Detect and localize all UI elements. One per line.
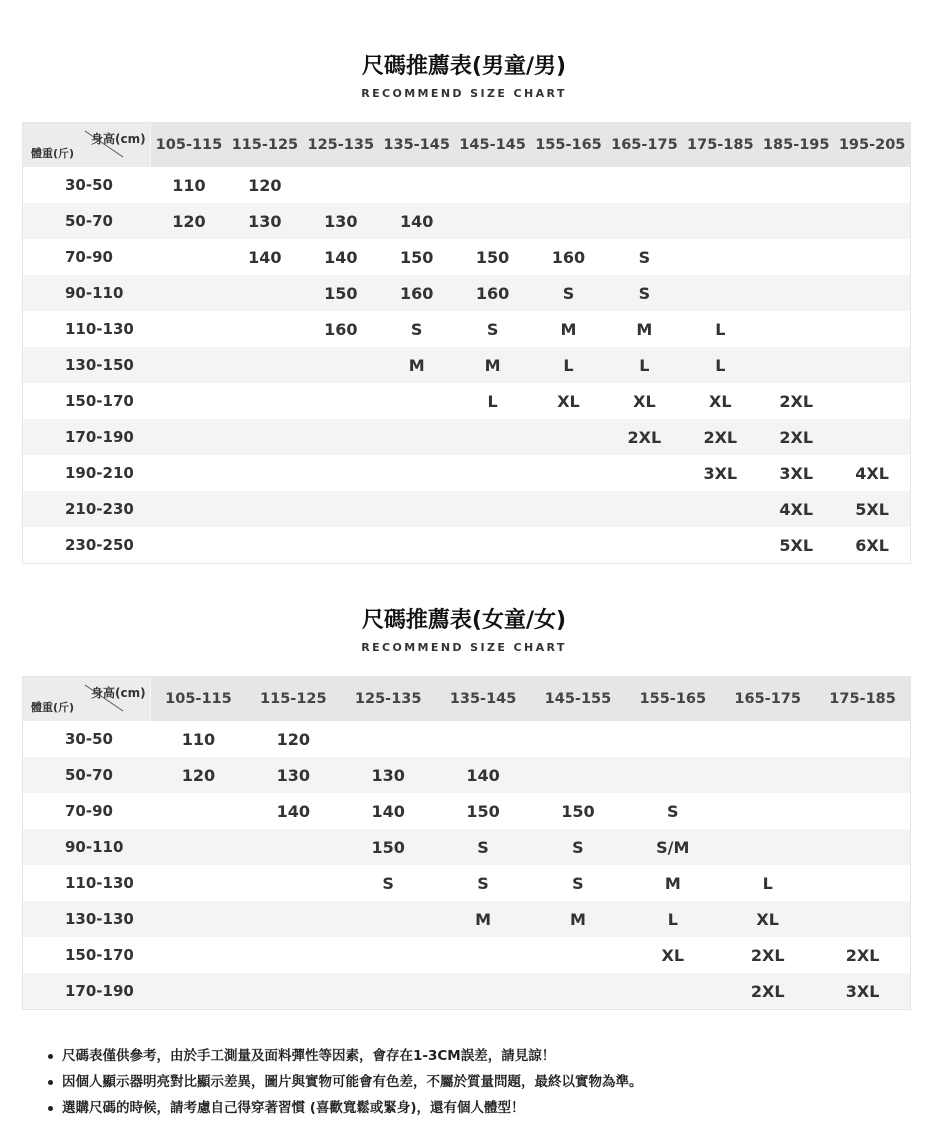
note-item: [48, 1095, 908, 1121]
size-cell: L: [563, 355, 574, 375]
size-cell: 3XL: [779, 463, 814, 483]
weight-cell: 170-190: [65, 982, 134, 1000]
size-cell: S: [410, 319, 423, 339]
weight-cell: 90-110: [65, 284, 124, 302]
female-size-chart: [0, 606, 928, 656]
size-cell: M: [560, 319, 577, 339]
height-header: 125-135: [354, 691, 422, 707]
weight-cell: 190-210: [65, 464, 134, 482]
size-cell: 140: [276, 801, 311, 821]
corner-cell: [23, 677, 151, 721]
size-cell: 3XL: [703, 463, 738, 483]
table-row: [23, 937, 910, 973]
weight-axis-label: 體重(斤): [31, 701, 75, 714]
height-header: 145-155: [544, 691, 612, 707]
size-cell: 150: [324, 283, 358, 303]
height-header: 175-185: [687, 137, 754, 153]
weight-cell: 50-70: [65, 766, 113, 784]
chart-title: 尺碼推薦表(男童/男): [361, 54, 567, 79]
weight-cell: 30-50: [65, 730, 113, 748]
table-row: [23, 527, 910, 563]
size-cell: S: [477, 873, 489, 893]
size-cell: 6XL: [855, 535, 889, 555]
size-cell: S: [382, 873, 394, 893]
height-header: 105-115: [155, 137, 223, 153]
size-cell: S: [477, 837, 489, 857]
weight-axis-label: 體重(斤): [31, 147, 75, 160]
size-cell: S: [486, 319, 499, 339]
weight-cell: 70-90: [65, 248, 113, 266]
size-cell: S/M: [656, 837, 690, 857]
size-cell: 150: [399, 247, 434, 267]
size-cell: 5XL: [855, 499, 889, 519]
height-header: 105-115: [165, 691, 232, 707]
size-cell: M: [664, 873, 681, 893]
size-cell: 110: [181, 729, 216, 749]
size-cell: 2XL: [703, 427, 738, 447]
height-header: 175-185: [829, 691, 896, 707]
weight-cell: 90-110: [65, 838, 124, 856]
size-cell: 140: [399, 211, 434, 231]
size-cell: 130: [324, 211, 358, 231]
size-cell: XL: [633, 391, 656, 411]
chart-subtitle: RECOMMEND SIZE CHART: [361, 87, 567, 100]
size-cell: S: [667, 801, 679, 821]
weight-cell: 210-230: [65, 500, 134, 518]
size-cell: S: [638, 247, 651, 267]
size-cell: XL: [661, 945, 685, 965]
size-cell: 160: [399, 283, 434, 303]
table-row: [23, 419, 910, 455]
bullet-icon: [48, 1106, 53, 1111]
table-row: [23, 347, 910, 383]
size-cell: L: [715, 319, 726, 339]
header-row: [23, 677, 910, 721]
male-size-chart: [0, 52, 928, 102]
note-text: 因個人顯示器明亮對比顯示差異，圖片與實物可能會有色差，不屬於質量問題，最終以實物為準。: [62, 1074, 643, 1090]
height-header: 135-145: [449, 691, 517, 707]
size-cell: 2XL: [627, 427, 662, 447]
size-cell: XL: [756, 909, 779, 929]
weight-cell: 50-70: [65, 212, 113, 230]
size-cell: 4XL: [779, 499, 814, 519]
size-cell: 150: [466, 801, 500, 821]
weight-cell: 230-250: [65, 536, 134, 554]
size-cell: 2XL: [779, 427, 814, 447]
size-cell: 120: [248, 175, 282, 195]
height-header: 145-145: [459, 137, 526, 153]
size-cell: 130: [276, 765, 311, 785]
size-cell: M: [475, 909, 492, 929]
size-cell: 130: [371, 765, 405, 785]
size-cell: 120: [181, 765, 216, 785]
size-cell: M: [569, 909, 586, 929]
size-cell: 160: [551, 247, 586, 267]
size-cell: S: [572, 837, 584, 857]
size-cell: L: [762, 873, 773, 893]
table-row: [23, 275, 910, 311]
weight-cell: 130-150: [65, 356, 134, 374]
size-cell: 140: [324, 247, 358, 267]
height-header: 195-205: [838, 137, 906, 153]
height-header: 155-165: [639, 691, 707, 707]
table-row: [23, 311, 910, 347]
notes-list: [48, 1043, 908, 1121]
weight-cell: 170-190: [65, 428, 134, 446]
note-text: 尺碼表僅供參考，由於手工測量及面料彈性等因素，會存在1-3CM誤差，請見諒！: [62, 1048, 556, 1064]
bullet-icon: [48, 1080, 53, 1085]
chart-title: 尺碼推薦表(女童/女): [361, 608, 567, 633]
corner-cell: [23, 123, 151, 167]
table-row: [23, 455, 910, 491]
size-cell: L: [667, 909, 678, 929]
table-row: [23, 829, 910, 865]
chart-subtitle: RECOMMEND SIZE CHART: [361, 641, 567, 654]
size-cell: S: [638, 283, 651, 303]
note-item: [48, 1069, 908, 1095]
weight-cell: 110-130: [65, 320, 134, 338]
size-cell: 130: [248, 211, 282, 231]
size-cell: 150: [561, 801, 595, 821]
size-cell: 120: [172, 211, 206, 231]
size-cell: M: [636, 319, 653, 339]
male-size-table: [22, 122, 911, 564]
size-cell: S: [572, 873, 584, 893]
size-cell: M: [408, 355, 425, 375]
size-cell: 140: [466, 765, 500, 785]
size-cell: 140: [248, 247, 282, 267]
height-header: 115-125: [260, 691, 327, 707]
height-header: 185-195: [762, 137, 830, 153]
size-cell: 3XL: [845, 981, 880, 1001]
weight-cell: 130-130: [65, 910, 134, 928]
size-cell: 2XL: [845, 945, 880, 965]
size-cell: 160: [324, 319, 358, 339]
size-cell: 150: [475, 247, 510, 267]
size-cell: 2XL: [750, 981, 785, 1001]
size-cell: S: [562, 283, 575, 303]
size-cell: M: [484, 355, 501, 375]
bullet-icon: [48, 1054, 53, 1059]
weight-cell: 110-130: [65, 874, 134, 892]
weight-cell: 30-50: [65, 176, 113, 194]
table-row: [23, 491, 910, 527]
height-header: 135-145: [383, 137, 450, 153]
size-cell: XL: [709, 391, 732, 411]
note-item: [48, 1043, 908, 1069]
weight-cell: 150-170: [65, 392, 134, 410]
size-cell: XL: [557, 391, 580, 411]
table-row: [23, 757, 910, 793]
table-row: [23, 239, 910, 275]
header-row: [23, 123, 910, 167]
table-row: [23, 721, 910, 757]
weight-cell: 150-170: [65, 946, 134, 964]
table-row: [23, 865, 910, 901]
table-row: [23, 203, 910, 239]
female-size-table: [22, 676, 911, 1010]
height-header: 115-125: [231, 137, 299, 153]
size-cell: 160: [475, 283, 510, 303]
size-cell: 2XL: [779, 391, 814, 411]
note-text: 選購尺碼的時候，請考慮自己得穿著習慣 (喜歡寬鬆或緊身)，還有個人體型！: [62, 1100, 525, 1116]
size-cell: 4XL: [855, 463, 889, 483]
size-cell: L: [487, 391, 498, 411]
height-axis-label: 身高(cm): [91, 686, 146, 700]
table-row: [23, 383, 910, 419]
size-cell: 5XL: [779, 535, 814, 555]
size-cell: L: [715, 355, 726, 375]
height-header: 155-165: [535, 137, 602, 153]
size-cell: 2XL: [750, 945, 785, 965]
height-header: 165-175: [611, 137, 678, 153]
size-cell: 140: [371, 801, 405, 821]
height-header: 165-175: [734, 691, 801, 707]
height-header: 125-135: [307, 137, 375, 153]
size-cell: 110: [172, 175, 206, 195]
table-row: [23, 901, 910, 937]
size-cell: L: [639, 355, 650, 375]
table-row: [23, 793, 910, 829]
weight-cell: 70-90: [65, 802, 113, 820]
table-row: [23, 167, 910, 203]
size-cell: 120: [276, 729, 311, 749]
size-cell: 150: [371, 837, 405, 857]
table-row: [23, 973, 910, 1009]
height-axis-label: 身高(cm): [91, 132, 146, 146]
